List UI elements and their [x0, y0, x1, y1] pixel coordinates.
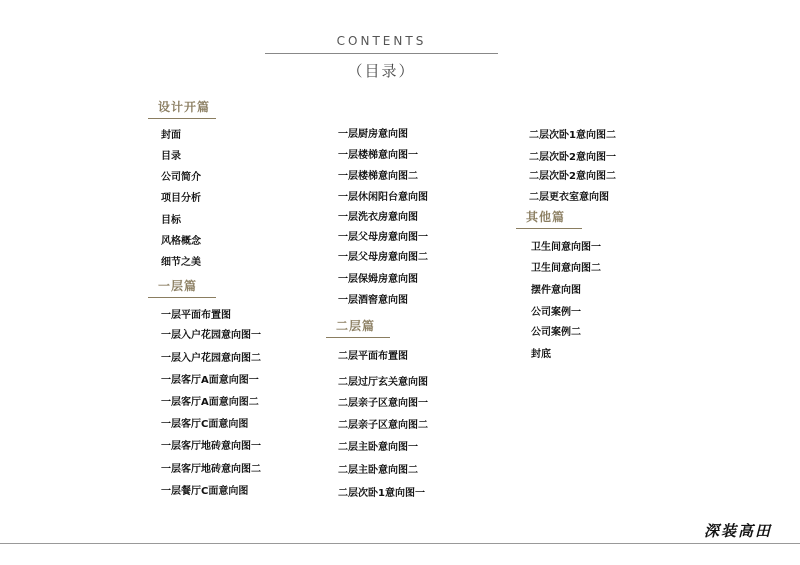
- footer-divider: [0, 543, 800, 544]
- toc-item: 二层主卧意向图二: [338, 465, 418, 476]
- toc-item: 一层保姆房意向图: [338, 274, 418, 285]
- toc-item: 一层平面布置图: [161, 310, 231, 321]
- section-heading-floor1: [148, 277, 216, 304]
- toc-item: 二层次卧2意向图一: [529, 152, 616, 163]
- toc-item: 二层次卧1意向图二: [529, 130, 616, 141]
- section-heading-label: 设计开篇: [148, 98, 216, 119]
- toc-item: 卫生间意向图二: [531, 263, 601, 274]
- toc-item: 二层次卧2意向图二: [529, 171, 616, 182]
- toc-item: 一层父母房意向图一: [338, 232, 428, 243]
- toc-item: 一层楼梯意向图二: [338, 171, 418, 182]
- toc-item: 二层亲子区意向图一: [338, 398, 428, 409]
- section-heading-floor2: [326, 317, 390, 344]
- toc-item: 公司简介: [161, 172, 201, 183]
- page-subtitle: （目录）: [347, 62, 416, 80]
- toc-item: 公司案例二: [531, 327, 581, 338]
- title-underline: [265, 53, 498, 54]
- toc-item: 目标: [161, 215, 181, 226]
- toc-item: 二层过厅玄关意向图: [338, 377, 428, 388]
- toc-item: 一层厨房意向图: [338, 129, 408, 140]
- toc-item: 一层入户花园意向图二: [161, 353, 261, 364]
- toc-item: 一层洗衣房意向图: [338, 212, 418, 223]
- signature-logo: 深装高田: [704, 522, 773, 540]
- toc-item: 一层休闲阳台意向图: [338, 192, 428, 203]
- page-title: CONTENTS: [336, 34, 427, 48]
- toc-item: 封面: [161, 130, 181, 141]
- section-heading-other: [516, 208, 582, 235]
- toc-item: 一层客厅A面意向图一: [161, 375, 259, 386]
- section-heading-label: 其他篇: [516, 208, 582, 229]
- toc-item: 一层客厅地砖意向图二: [161, 464, 261, 475]
- section-heading-label: 二层篇: [326, 317, 390, 338]
- toc-item: 一层楼梯意向图一: [338, 150, 418, 161]
- toc-item: 二层次卧1意向图一: [338, 488, 425, 499]
- toc-item: 封底: [531, 349, 551, 360]
- toc-item: 一层客厅C面意向图: [161, 419, 249, 430]
- toc-item: 二层更衣室意向图: [529, 192, 609, 203]
- toc-item: 公司案例一: [531, 307, 581, 318]
- toc-item: 二层主卧意向图一: [338, 442, 418, 453]
- section-heading-design: [148, 98, 216, 125]
- toc-item: 卫生间意向图一: [531, 242, 601, 253]
- toc-item: 一层酒窖意向图: [338, 295, 408, 306]
- section-heading-label: 一层篇: [148, 277, 216, 298]
- toc-item: 摆件意向图: [531, 285, 581, 296]
- toc-item: 二层亲子区意向图二: [338, 420, 428, 431]
- toc-item: 项目分析: [161, 193, 201, 204]
- toc-item: 一层入户花园意向图一: [161, 330, 261, 341]
- toc-item: 一层客厅地砖意向图一: [161, 441, 261, 452]
- toc-item: 目录: [161, 151, 181, 162]
- toc-item: 风格概念: [161, 236, 201, 247]
- toc-item: 一层餐厅C面意向图: [161, 486, 249, 497]
- toc-item: 一层客厅A面意向图二: [161, 397, 259, 408]
- toc-item: 细节之美: [161, 257, 201, 268]
- toc-item: 二层平面布置图: [338, 351, 408, 362]
- toc-item: 一层父母房意向图二: [338, 252, 428, 263]
